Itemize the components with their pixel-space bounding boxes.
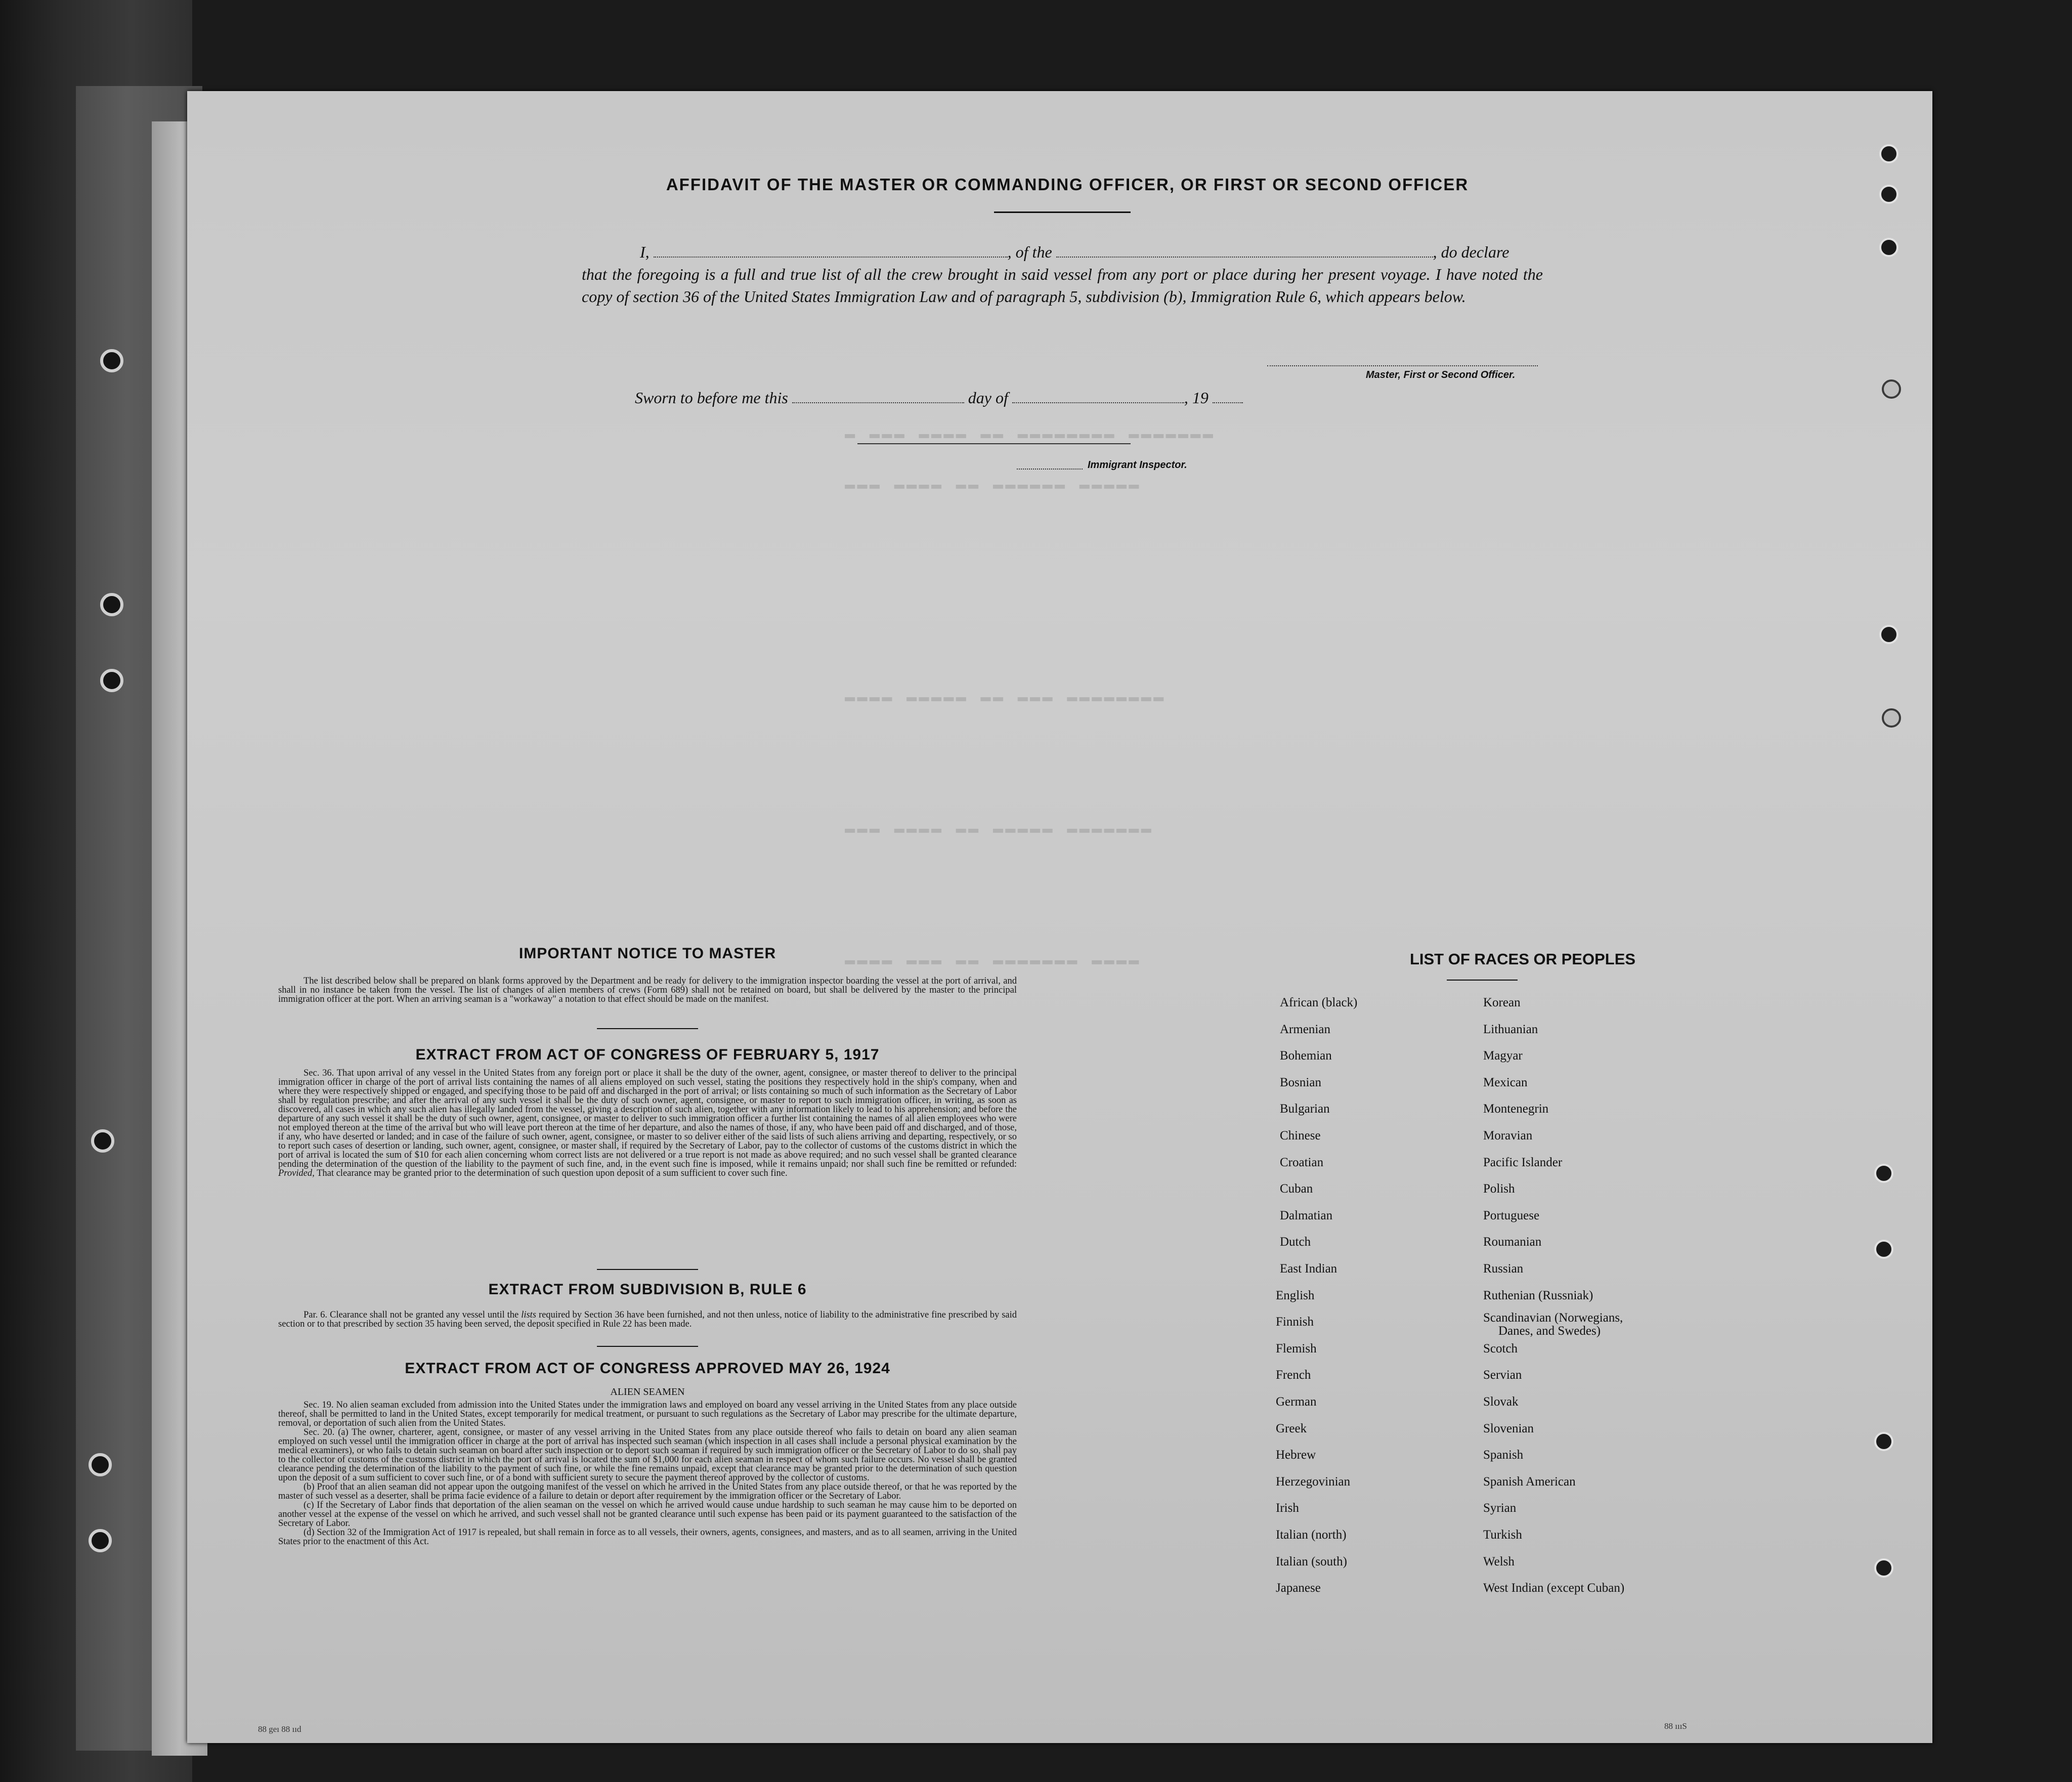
section-rule — [597, 1028, 698, 1029]
extract-1924-title: EXTRACT FROM ACT OF CONGRESS APPROVED MAY 26, 1924 — [405, 1360, 890, 1377]
punch-hole — [1874, 1432, 1893, 1451]
race-item: Dutch — [1280, 1235, 1311, 1249]
race-item: Italian (south) — [1276, 1554, 1347, 1568]
race-item: Croatian — [1280, 1155, 1324, 1169]
punch-hole — [1874, 1240, 1893, 1259]
affidavit-title: AFFIDAVIT OF THE MASTER OR COMMANDING OFFICER, OR FIRST OR SECOND OFFICER — [666, 175, 1469, 194]
race-item: Dalmatian — [1280, 1208, 1333, 1222]
master-caption: Master, First or Second Officer. — [1366, 369, 1516, 380]
sec20a-paragraph: Sec. 20. (a) The owner, charterer, agent, consignee, or master of any vessel arriving in the United States from any place outside thereof who fails to detain on board any alien seaman employed on such vessel until the immigration officer in charge at the port of arrival has inspected such seaman (which inspection in all cases shall include a personal physical examination by the medical examiners), or who fails to detain such seaman on board after such inspection or to deport such seaman if required by such immigration officer or the Secretary of Labor to do so, shall pay to the collector of customs of the customs district in which the port of arrival is located the sum of $1,000 for each alien seaman in respect of whom such failure occurs. No vessel shall be granted clearance pending the determination of the liability to the payment of such fine, or while the fine remains unpaid, except that clearance may be granted prior to the determination of such question upon the deposit of a sum sufficient to cover such fine, or of a bond with sufficient surety to secure the payment thereof approved by the collector of customs. — [278, 1427, 1017, 1483]
punch-hole — [1879, 144, 1898, 163]
binder-hole — [100, 593, 123, 616]
punch-hole — [1882, 708, 1901, 728]
race-item: Pacific Islander — [1483, 1155, 1563, 1169]
race-item: East Indian — [1280, 1262, 1337, 1276]
race-item: Slovenian — [1483, 1421, 1534, 1435]
extract-rule6-title: EXTRACT FROM SUBDIVISION B, RULE 6 — [488, 1281, 807, 1298]
race-item: West Indian (except Cuban) — [1483, 1581, 1625, 1595]
race-item: Syrian — [1483, 1501, 1517, 1515]
race-item: Polish — [1483, 1182, 1515, 1196]
bleed-through: ▬▬▬▬ ▬▬▬▬▬ ▬▬ ▬▬▬ ▬▬▬▬▬▬▬▬ — [845, 688, 1166, 707]
punch-hole — [1879, 185, 1898, 204]
extract-1924-body — [278, 1401, 1017, 1546]
race-item: Chinese — [1280, 1129, 1321, 1142]
sworn-day-blank[interactable] — [792, 389, 964, 403]
punch-hole — [1879, 625, 1898, 644]
race-item: Italian (north) — [1276, 1528, 1347, 1542]
races-title: LIST OF RACES OR PEOPLES — [1409, 950, 1636, 968]
race-item: Bulgarian — [1280, 1102, 1330, 1116]
lists-text: lists — [521, 1310, 537, 1320]
race-item: Servian — [1483, 1368, 1522, 1382]
race-item: Scotch — [1483, 1341, 1518, 1355]
race-item: Ruthenian (Russniak) — [1483, 1288, 1593, 1302]
race-item: Japanese — [1276, 1581, 1321, 1595]
races-rule — [1447, 980, 1518, 981]
inspector-caption: Immigrant Inspector. — [1088, 459, 1187, 471]
race-item: Roumanian — [1483, 1235, 1542, 1249]
year-prefix: , 19 — [1184, 389, 1208, 407]
name-blank[interactable] — [654, 243, 1008, 258]
race-item: Bosnian — [1280, 1075, 1321, 1089]
binder-hole — [100, 349, 123, 372]
par6-paragraph — [278, 1310, 1017, 1329]
race-item: Spanish American — [1483, 1474, 1576, 1489]
punch-hole — [1874, 1558, 1893, 1578]
sec36-paragraph — [278, 1069, 1017, 1178]
punch-hole — [1882, 379, 1901, 399]
par6-start: Par. 6. Clearance shall not be granted any vessel until the — [304, 1310, 519, 1320]
sec20b-paragraph: (b) Proof that an alien seaman did not appear upon the outgoing manifest of the vessel on which he arrived in the United States from any place outside thereof, or that he was reported by the master of such vessel as a deserter, shall be prima facie evidence of a failure to detain or deport after requirement by the immigration officer or the Secretary of Labor. — [278, 1482, 1017, 1501]
bleed-through: ▬▬▬ ▬▬▬▬ ▬▬ ▬▬▬▬▬▬ ▬▬▬▬▬ — [845, 476, 1141, 495]
race-item: Spanish — [1483, 1448, 1524, 1462]
notice-body — [278, 977, 1017, 1004]
extract-rule6-body — [278, 1310, 1017, 1329]
race-item: French — [1276, 1368, 1311, 1382]
bleed-through: ▬ ▬▬▬ ▬▬▬▬ ▬▬ ▬▬▬▬▬▬▬▬ ▬▬▬▬▬▬▬ — [845, 425, 1216, 444]
race-item: Korean — [1483, 996, 1521, 1009]
race-item: Lithuanian — [1483, 1022, 1538, 1036]
sworn-line — [635, 389, 1343, 407]
affidavit-body — [582, 241, 1543, 308]
affidavit-declaration: that the foregoing is a full and true list of all the crew brought in said vessel from any port or place during her present voyage. I have noted the copy of section 36 of the United States Immigration Law and of paragraph 5, subdivision (b), Immigration Rule 6, which appears below. — [582, 265, 1543, 306]
race-item: African (black) — [1280, 996, 1358, 1009]
race-item: Bohemian — [1280, 1049, 1332, 1063]
race-item: Slovak — [1483, 1395, 1519, 1409]
sworn-text: Sworn to before me this — [635, 389, 788, 407]
race-item: Armenian — [1280, 1022, 1330, 1036]
inspector-signature-line[interactable] — [857, 443, 1131, 444]
notice-paragraph: The list described below shall be prepared on blank forms approved by the Department and be ready for delivery to the immigration inspector boarding the vessel at the port of arrival, and shall in no instance be taken from the vessel. The list of changes of alien members of crews (Form 689) shall not be retained on board, but shall be delivered by the master to the principal immigration officer at the port. When an arriving seaman is a "workaway" a notation to that effect should be made on the manifest. — [278, 976, 1017, 1004]
sec19-paragraph: Sec. 19. No alien seaman excluded from admission into the United States under the immigration laws and employed on board any vessel arriving in the United States from any place outside thereof, shall be permitted to land in the United States, except temporarily for medical treatment, or pursuant to such regulations as the Secretary of Labor may prescribe for the ultimate departure, removal, or deportation of such alien from the United States. — [278, 1400, 1017, 1428]
race-item: Mexican — [1483, 1075, 1528, 1089]
race-item: Greek — [1276, 1421, 1307, 1435]
race-item: Scandinavian (Norwegians, — [1483, 1311, 1623, 1325]
sworn-month-blank[interactable] — [1012, 389, 1184, 403]
alien-seamen-subtitle: ALIEN SEAMEN — [610, 1386, 685, 1397]
sec20c-paragraph: (c) If the Secretary of Labor finds that deportation of the alien seaman on the vessel on which he arrived would cause undue hardship to such seaman he may cause him to be deported on another vessel at the expense of the vessel on which he arrived, and such vessel shall not be granted clearance until such expense has been paid or its payment guaranteed to the satisfaction of the Secretary of Labor. — [278, 1500, 1017, 1529]
race-item: Russian — [1483, 1262, 1524, 1276]
race-item: Cuban — [1280, 1182, 1313, 1196]
race-item: Turkish — [1483, 1528, 1522, 1542]
par6-end: required by Section 36 have been furnished, and not then unless, notice of liability to the administrative fine prescribed by said section or to that prescribed by section 35 having been served, the deposit specified in Rule 22 has been made. — [278, 1310, 1017, 1329]
punch-hole — [1874, 1164, 1893, 1183]
sworn-year-blank[interactable] — [1213, 389, 1243, 403]
sec36-end: That clearance may be granted prior to the determination of such question upon deposit of a sum sufficient to cover such fine. — [317, 1168, 788, 1178]
race-item: English — [1276, 1288, 1315, 1302]
race-item: Magyar — [1483, 1049, 1523, 1063]
race-item: Herzegovinian — [1276, 1474, 1351, 1489]
extract-1917-body — [278, 1069, 1017, 1178]
binder-hole — [89, 1453, 112, 1476]
punch-hole — [1879, 238, 1898, 257]
sec20d-paragraph: (d) Section 32 of the Immigration Act of 1917 is repealed, but shall remain in force as to all vessels, their owners, agents, consignees, and masters, and as to all seamen, arriving in the United States prior to the enactment of this Act. — [278, 1528, 1017, 1547]
section-rule — [597, 1269, 698, 1270]
binder-hole — [100, 669, 123, 692]
bleed-through: ▬▬▬ ▬▬▬▬ ▬▬ ▬▬▬▬▬ ▬▬▬▬▬▬▬ — [845, 820, 1154, 839]
day-of-text: day of — [968, 389, 1008, 407]
vessel-blank[interactable] — [1056, 243, 1433, 258]
race-item-continuation: Danes, and Swedes) — [1498, 1324, 1601, 1338]
affidavit-declare: , do declare — [1433, 243, 1509, 261]
affidavit-of-the: , of the — [1007, 243, 1052, 261]
affidavit-i: I, — [640, 243, 650, 261]
sec36-text: Sec. 36. That upon arrival of any vessel in the United States from any foreign port or place it shall be the duty of the owner, agent, consignee, or master thereof to deliver to the principal immigration officer in charge of the port of arrival lists containing the names of all aliens employed on such vessel, stating the positions they respectively hold in the ship's company, when and where they were respectively shipped or engaged, and specifying those to be paid off and discharged in the port of arrival; or lists containing so much of such information as the Secretary of Labor shall by regulation prescribe; and after the arrival of any such vessel it shall be the duty of such owner, agent, consignee, or master to report to such immigration officer, in writing, as soon as discovered, all cases in which any such alien has illegally landed from the vessel, giving a description of such alien, together with any information likely to lead to his apprehension; and before the departure of any such vessel it shall be the duty of such owner, agent, consignee, or master to deliver to such immigration officer a further list containing the names of all alien employees who were not employed thereon at the time of the arrival but who will leave port thereon at the time of her departure, and also the names of those, if any, who have been paid off and discharged, and of those, if any, who have deserted or landed; and in case of the failure of such owner, agent, consignee, or master to so deliver either of the said lists of such aliens arriving and departing, respectively, or so to report such cases of desertion or landing, such owner, agent, consignee, or master shall, if required by the Secretary of Labor, pay to the collector of customs of the customs district in which the port of arrival is located the sum of $10 for each alien concerning whom correct lists are not delivered or a true report is not made as above required; and no such vessel shall be granted clearance pending the determination of the question of the liability to the payment of such fine, and, in the event such fine is imposed, while it remains unpaid; nor shall such fine be remitted or refunded: — [278, 1068, 1017, 1169]
race-item: Montenegrin — [1483, 1102, 1549, 1116]
extract-1917-title: EXTRACT FROM ACT OF CONGRESS OF FEBRUARY 5, 1917 — [415, 1046, 880, 1063]
race-item: Welsh — [1483, 1554, 1515, 1568]
race-item: Portuguese — [1483, 1208, 1540, 1222]
inspector-dots — [1017, 469, 1083, 470]
title-rule — [994, 211, 1131, 213]
notice-title: IMPORTANT NOTICE TO MASTER — [519, 945, 776, 962]
race-item: German — [1276, 1395, 1317, 1409]
binder-hole — [89, 1529, 112, 1552]
race-item: Irish — [1276, 1501, 1299, 1515]
section-rule — [597, 1346, 698, 1347]
master-signature-line[interactable] — [1267, 365, 1538, 366]
affidavit-line-1 — [582, 241, 1543, 263]
race-item: Flemish — [1276, 1341, 1317, 1355]
race-item: Finnish — [1276, 1315, 1314, 1329]
form-code-left: 88 geı 88 ııd — [258, 1724, 301, 1734]
binder-hole — [91, 1129, 114, 1153]
race-item: Hebrew — [1276, 1448, 1316, 1462]
bleed-through: ▬▬▬▬ ▬▬▬ ▬▬ ▬▬▬▬▬▬▬ ▬▬▬▬ — [845, 951, 1141, 970]
race-item: Moravian — [1483, 1129, 1533, 1142]
provided-text: Provided, — [278, 1168, 315, 1178]
form-code-right: 88 ıııS — [1664, 1721, 1687, 1731]
